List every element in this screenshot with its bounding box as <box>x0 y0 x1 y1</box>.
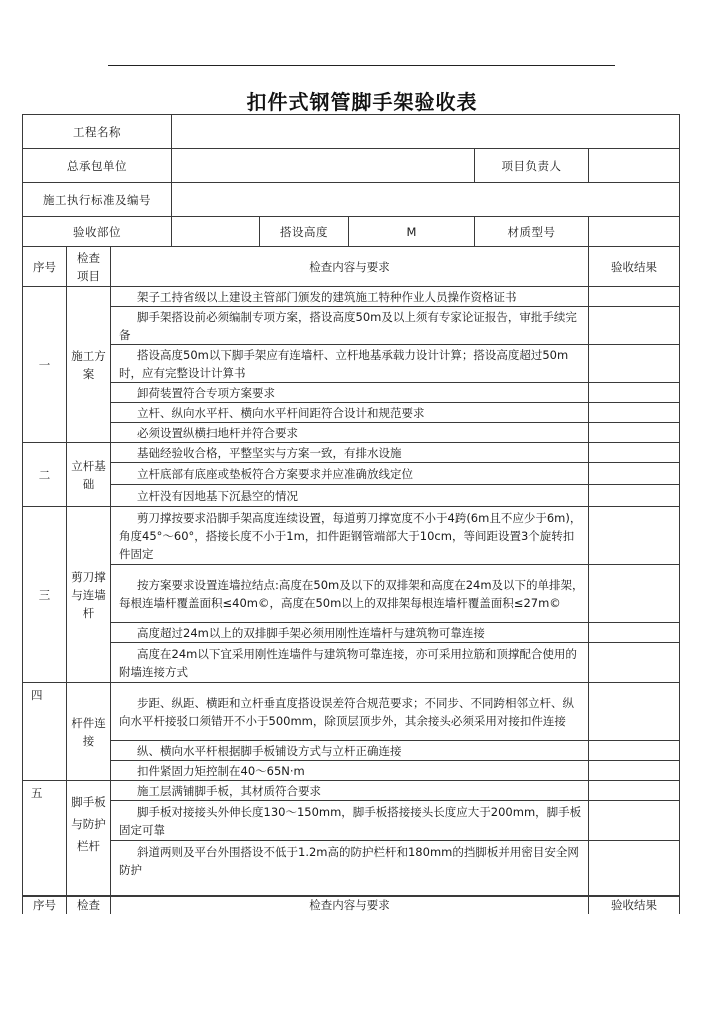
height-unit: M <box>349 217 475 247</box>
footer-result-header: 验收结果 <box>589 896 680 915</box>
col-result-header: 验收结果 <box>589 247 680 287</box>
material-field[interactable] <box>589 217 680 247</box>
section-4-item-3: 扣件紧固力矩控制在40～65N·m <box>111 761 589 781</box>
acceptance-part-label: 验收部位 <box>23 217 172 247</box>
section-4-result-1[interactable] <box>589 683 680 741</box>
section-1-result-2[interactable] <box>589 307 680 345</box>
project-name-field[interactable] <box>172 115 680 149</box>
general-contractor-field[interactable] <box>172 149 475 183</box>
section-4-result-3[interactable] <box>589 761 680 781</box>
section-2-item-2: 立杆底部有底座或垫板符合方案要求并应准确放线定位 <box>111 463 589 485</box>
section-2-item-1: 基础经验收合格，平整坚实与方案一致，有排水设施 <box>111 443 589 463</box>
top-rule <box>108 65 615 66</box>
section-1-item-3: 搭设高度50m以下脚手架应有连墙杆、立杆地基承载力设计计算；搭设高度超过50m时，应有完整设计计算书 <box>111 345 589 383</box>
section-1-result-6[interactable] <box>589 423 680 443</box>
section-2-seq: 二 <box>23 443 67 507</box>
section-5-result-3[interactable] <box>589 841 680 897</box>
section-5-item-2: 脚手板对接接头外伸长度130～150mm，脚手板搭接接头长度应大于200mm，脚手板固定可靠 <box>111 801 589 841</box>
section-2-item-3: 立杆没有因地基下沉悬空的情况 <box>111 485 589 507</box>
section-1-seq: 一 <box>23 287 67 443</box>
section-3-result-4[interactable] <box>589 643 680 683</box>
standard-label: 施工执行标准及编号 <box>23 183 172 217</box>
section-3-item-1: 剪刀撑按要求沿脚手架高度连续设置，每道剪刀撑宽度不小于4跨(6m且不应少于6m)，角度45°～60°，搭接长度不小于1m，扣件距钢管端部大于10cm，等间距设置3个旋转扣件固定 <box>111 507 589 565</box>
col-check-item-line1: 检查 <box>77 250 100 265</box>
material-label: 材质型号 <box>475 217 589 247</box>
section-4-category: 杆件连接 <box>67 683 111 781</box>
section-3-result-1[interactable] <box>589 507 680 565</box>
footer-check-item-header: 检查 <box>67 896 111 915</box>
section-1-result-5[interactable] <box>589 403 680 423</box>
section-4-item-1: 步距、纵距、横距和立杆垂直度搭设误差符合规范要求；不同步、不同跨相邻立杆、纵向水平杆接驳口须错开不小于500mm，除顶层顶步外，其余接头必须采用对接扣件连接 <box>111 683 589 741</box>
section-5-category: 脚手板与防护栏杆 <box>67 781 111 897</box>
next-page-header <box>22 895 680 914</box>
section-1-item-4: 卸荷装置符合专项方案要求 <box>111 383 589 403</box>
col-check-item-line2: 项目 <box>77 268 100 283</box>
section-5-result-1[interactable] <box>589 781 680 801</box>
section-1-item-6: 必须设置纵横扫地杆并符合要求 <box>111 423 589 443</box>
section-1-item-5: 立杆、纵向水平杆、横向水平杆间距符合设计和规范要求 <box>111 403 589 423</box>
section-4-item-2: 纵、横向水平杆根据脚手板铺设方式与立杆正确连接 <box>111 741 589 761</box>
section-1-item-1: 架子工持省级以上建设主管部门颁发的建筑施工特种作业人员操作资格证书 <box>111 287 589 307</box>
section-3-item-3: 高度超过24m以上的双排脚手架必须用刚性连墙杆与建筑物可靠连接 <box>111 623 589 643</box>
col-check-item-header <box>67 247 111 287</box>
section-4-seq: 四 <box>23 683 67 781</box>
section-5-item-1: 施工层满铺脚手板，其材质符合要求 <box>111 781 589 801</box>
section-1-category: 施工方案 <box>67 287 111 443</box>
project-leader-field[interactable] <box>589 149 680 183</box>
general-contractor-label: 总承包单位 <box>23 149 172 183</box>
section-3-result-3[interactable] <box>589 623 680 643</box>
section-2-result-3[interactable] <box>589 485 680 507</box>
footer-content-header: 检查内容与要求 <box>111 896 589 915</box>
section-3-item-4: 高度在24m以下宜采用刚性连墙件与建筑物可靠连接，亦可采用拉筋和顶撑配合使用的附墙连接方式 <box>111 643 589 683</box>
page-title: 扣件式钢管脚手架验收表 <box>246 90 478 114</box>
standard-field[interactable] <box>172 183 680 217</box>
section-5-result-2[interactable] <box>589 801 680 841</box>
section-4-result-2[interactable] <box>589 741 680 761</box>
section-3-category: 剪刀撑与连墙杆 <box>67 507 111 683</box>
project-name-label: 工程名称 <box>23 115 172 149</box>
footer-seq-header: 序号 <box>23 896 67 915</box>
section-3-item-2: 按方案要求设置连墙拉结点:高度在50m及以下的双排架和高度在24m及以下的单排架，每根连墙杆覆盖面积≤40m©，高度在50m以上的双排架每根连墙杆覆盖面积≤27m© <box>111 565 589 623</box>
section-5-seq: 五 <box>23 781 67 897</box>
section-1-result-3[interactable] <box>589 345 680 383</box>
acceptance-table <box>22 114 680 897</box>
section-2-category: 立杆基础 <box>67 443 111 507</box>
col-content-header: 检查内容与要求 <box>111 247 589 287</box>
section-5-item-3: 斜道两则及平台外围搭设不低于1.2m高的防护栏杆和180mm的挡脚板并用密目安全网防护 <box>111 841 589 897</box>
project-leader-label: 项目负责人 <box>475 149 589 183</box>
section-2-result-1[interactable] <box>589 443 680 463</box>
col-seq-header: 序号 <box>23 247 67 287</box>
section-3-seq: 三 <box>23 507 67 683</box>
section-1-result-1[interactable] <box>589 287 680 307</box>
acceptance-part-field[interactable] <box>172 217 260 247</box>
section-3-result-2[interactable] <box>589 565 680 623</box>
section-2-result-2[interactable] <box>589 463 680 485</box>
height-label: 搭设高度 <box>260 217 349 247</box>
section-1-result-4[interactable] <box>589 383 680 403</box>
section-1-item-2: 脚手架搭设前必须编制专项方案，搭设高度50m及以上须有专家论证报告，审批手续完备 <box>111 307 589 345</box>
